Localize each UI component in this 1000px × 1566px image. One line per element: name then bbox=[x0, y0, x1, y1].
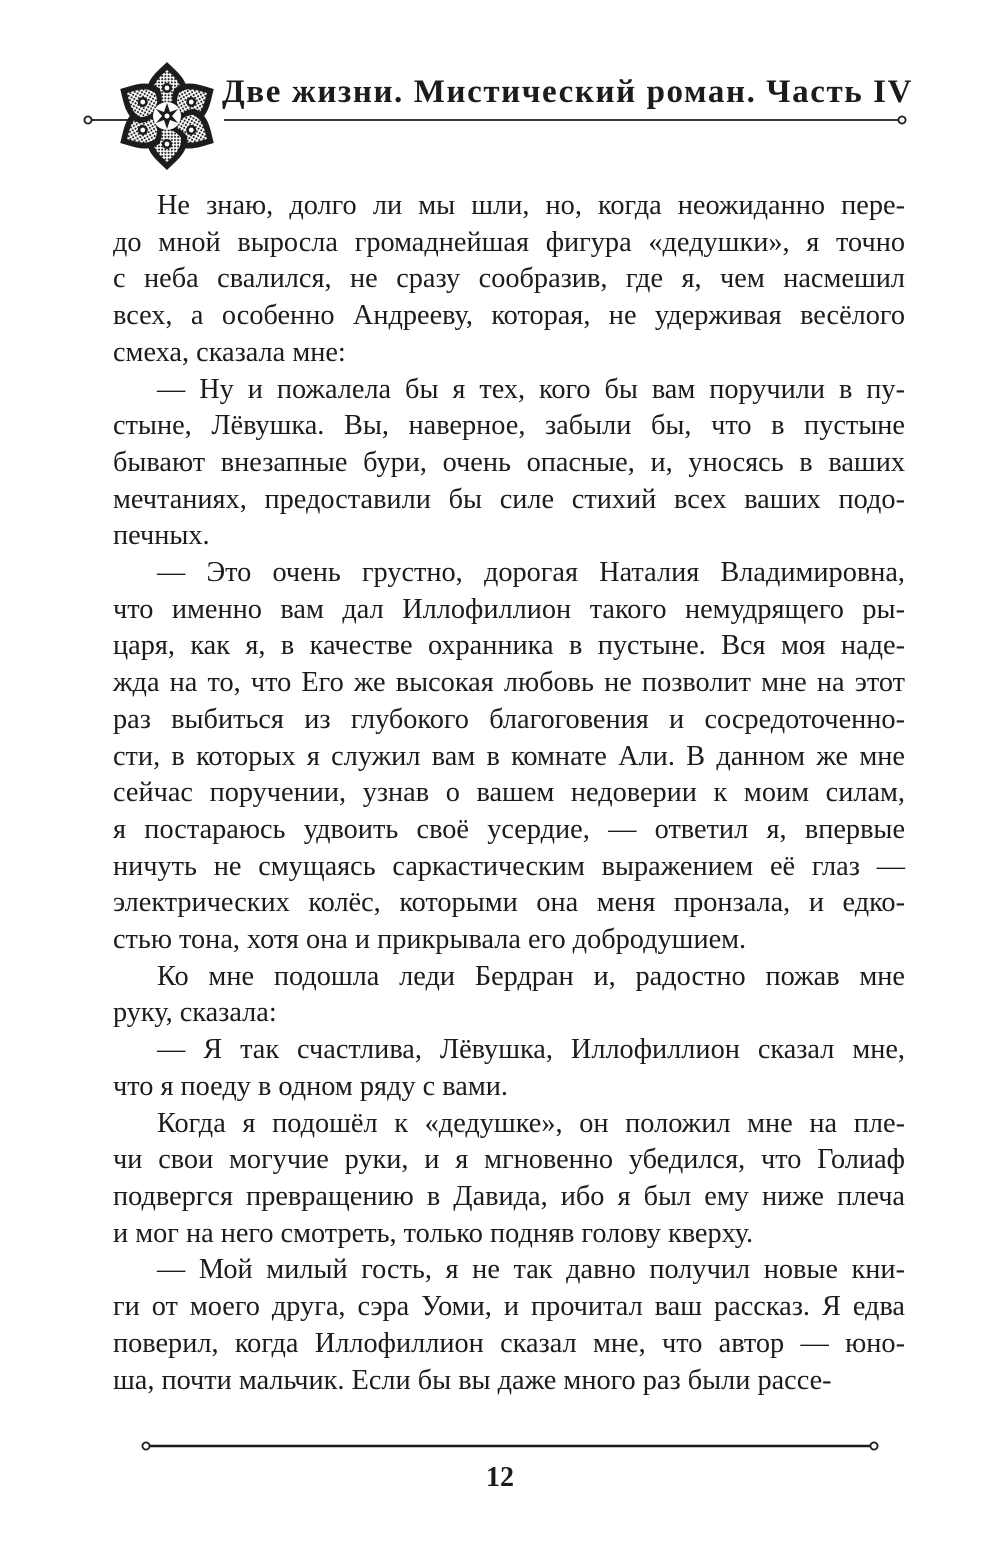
text-line: чи свои могучие руки, и я мгновенно убедился, что Голиаф bbox=[113, 1144, 905, 1176]
header-rule bbox=[82, 114, 908, 126]
text-line: что я поеду в одном ряду с вами. bbox=[113, 1070, 508, 1102]
page-number: 12 bbox=[486, 1462, 514, 1493]
text-line: мечтаниях, предоставили бы силе стихий всех ваших подо- bbox=[113, 483, 905, 515]
text-line: сейчас поручении, узнав о вашем недоверии к моим силам, bbox=[113, 777, 905, 809]
text-line: ничуть не смущаясь саркастическим выражением её глаз — bbox=[113, 850, 905, 882]
paragraph bbox=[113, 1032, 905, 1105]
text-line: — Это очень грустно, дорогая Наталия Владимировна, bbox=[157, 557, 905, 589]
text-line: царя, как я, в качестве охранника в пустыне. Вся моя наде- bbox=[113, 630, 905, 662]
text-line: электрических колёс, которыми она меня пронзала, и едко- bbox=[113, 887, 905, 919]
text-line: до мной выросла громаднейшая фигура «дедушки», я точно bbox=[113, 226, 905, 258]
text-line: раз выбиться из глубокого благоговения и сосредоточенно- bbox=[113, 703, 905, 735]
text-line: руку, сказала: bbox=[113, 997, 277, 1029]
text-line: и мог на него смотреть, только подняв голову кверху. bbox=[113, 1217, 754, 1249]
main-text bbox=[113, 188, 905, 1399]
text-line: ги от моего друга, сэра Уоми, и прочитал ваш рассказ. Я едва bbox=[113, 1291, 905, 1323]
paragraph bbox=[113, 372, 905, 556]
text-line: я постараюсь удвоить своё усердие, — ответил я, впервые bbox=[113, 813, 905, 845]
text-line: — Мой милый гость, я не так давно получил новые кни- bbox=[157, 1254, 905, 1286]
running-head: Две жизни. Мистический роман. Часть IV bbox=[222, 74, 914, 110]
paragraph bbox=[113, 959, 905, 1032]
text-line: жда на то, что Его же высокая любовь не позволит мне на этот bbox=[113, 667, 905, 699]
paragraph bbox=[113, 1252, 905, 1399]
text-line: что именно вам дал Иллофиллион такого немудрящего ры- bbox=[113, 593, 905, 625]
text-line: смеха, сказала мне: bbox=[113, 336, 346, 368]
text-line: Когда я подошёл к «дедушке», он положил мне на пле- bbox=[157, 1107, 905, 1139]
text-line: всех, а особенно Андрееву, которая, не удерживая весёлого bbox=[113, 300, 905, 332]
text-line: — Ну и пожалела бы я тех, кого бы вам поручили в пу- bbox=[157, 373, 905, 405]
paragraph bbox=[113, 188, 905, 372]
text-line: — Я так счастлива, Лёвушка, Иллофиллион сказал мне, bbox=[157, 1034, 905, 1066]
text-line: с неба свалился, не сразу сообразив, где я, чем насмешил bbox=[113, 263, 905, 295]
paragraph bbox=[113, 555, 905, 959]
text-line: стью тона, хотя она и прикрывала его добродушием. bbox=[113, 924, 747, 956]
text-line: сти, в которых я служил вам в комнате Али. В данном же мне bbox=[113, 740, 905, 772]
text-line: поверил, когда Иллофиллион сказал мне, что автор — юно- bbox=[113, 1327, 905, 1359]
text-line: стыне, Лёвушка. Вы, наверное, забыли бы, что в пустыне bbox=[113, 410, 905, 442]
text-line: ша, почти мальчик. Если бы вы даже много раз были рассе- bbox=[113, 1364, 832, 1396]
text-line: Ко мне подошла леди Бердран и, радостно пожав мне bbox=[157, 960, 905, 992]
text-line: подвергся превращению в Давида, ибо я был ему ниже плеча bbox=[113, 1180, 905, 1212]
text-line: печных. bbox=[113, 520, 210, 552]
footer-rule bbox=[140, 1440, 880, 1452]
text-line: Не знаю, долго ли мы шли, но, когда неожиданно пере- bbox=[157, 190, 905, 221]
paragraph bbox=[113, 1106, 905, 1253]
text-line: бывают внезапные бури, очень опасные, и, уносясь в ваших bbox=[113, 446, 905, 478]
